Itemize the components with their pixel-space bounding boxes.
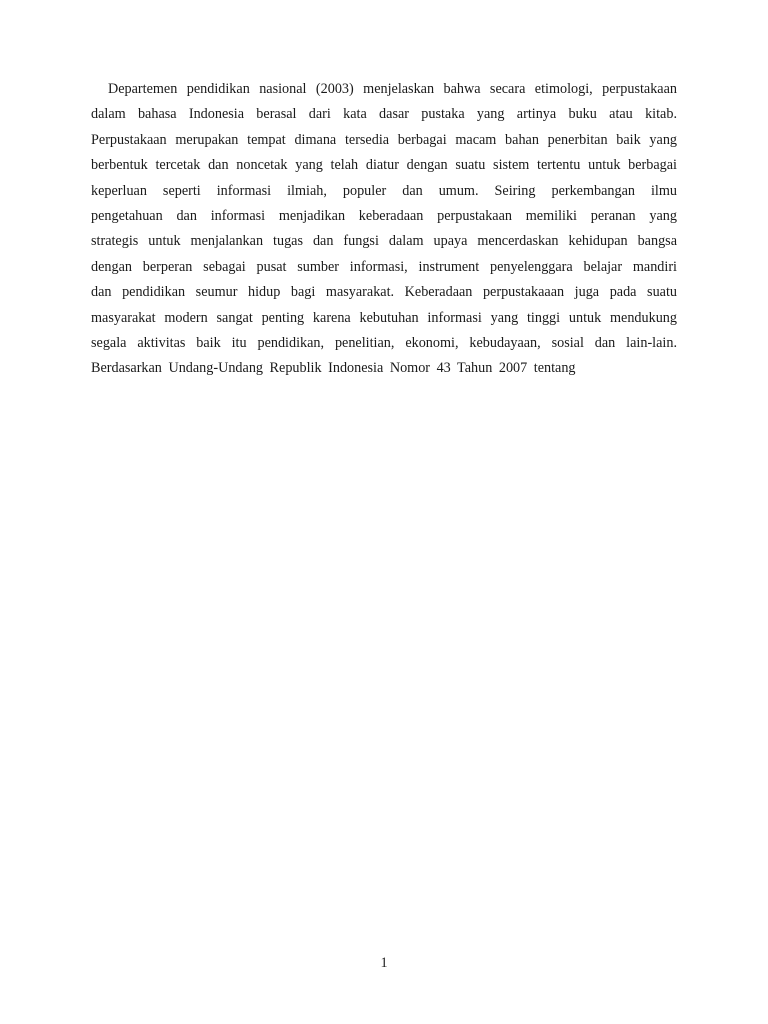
- paragraph-line: strategis untuk menjalankan tugas dan fungsi dalam upaya mencerdaskan kehidupan bangsa: [91, 233, 677, 250]
- paragraph-line: berbentuk tercetak dan noncetak yang telah diatur dengan suatu sistem tertentu untuk berbagai: [91, 157, 677, 174]
- paragraph-line: dengan berperan sebagai pusat sumber informasi, instrument penyelenggara belajar mandiri: [91, 258, 677, 275]
- paragraph-line: dalam bahasa Indonesia berasal dari kata dasar pustaka yang artinya buku atau kitab.: [91, 106, 677, 123]
- body-paragraph: [91, 77, 677, 382]
- paragraph-line: keperluan seperti informasi ilmiah, populer dan umum. Seiring perkembangan ilmu: [91, 182, 677, 199]
- page-number: 1: [380, 955, 388, 971]
- paragraph-line: segala aktivitas baik itu pendidikan, penelitian, ekonomi, kebudayaan, sosial dan lain-lain.: [91, 334, 677, 351]
- paragraph-line: Departemen pendidikan nasional (2003) menjelaskan bahwa secara etimologi, perpustakaan: [108, 81, 677, 97]
- paragraph-line: dan pendidikan seumur hidup bagi masyarakat. Keberadaan perpustakaaan juga pada suatu: [91, 284, 677, 301]
- paragraph-line: pengetahuan dan informasi menjadikan keberadaan perpustakaan memiliki peranan yang: [91, 207, 677, 224]
- paragraph-line: masyarakat modern sangat penting karena kebutuhan informasi yang tinggi untuk mendukung: [91, 309, 677, 326]
- paragraph-line: Perpustakaan merupakan tempat dimana tersedia berbagai macam bahan penerbitan baik yang: [91, 131, 677, 148]
- paragraph-line: Berdasarkan Undang-Undang Republik Indonesia Nomor 43 Tahun 2007 tentang: [91, 360, 576, 377]
